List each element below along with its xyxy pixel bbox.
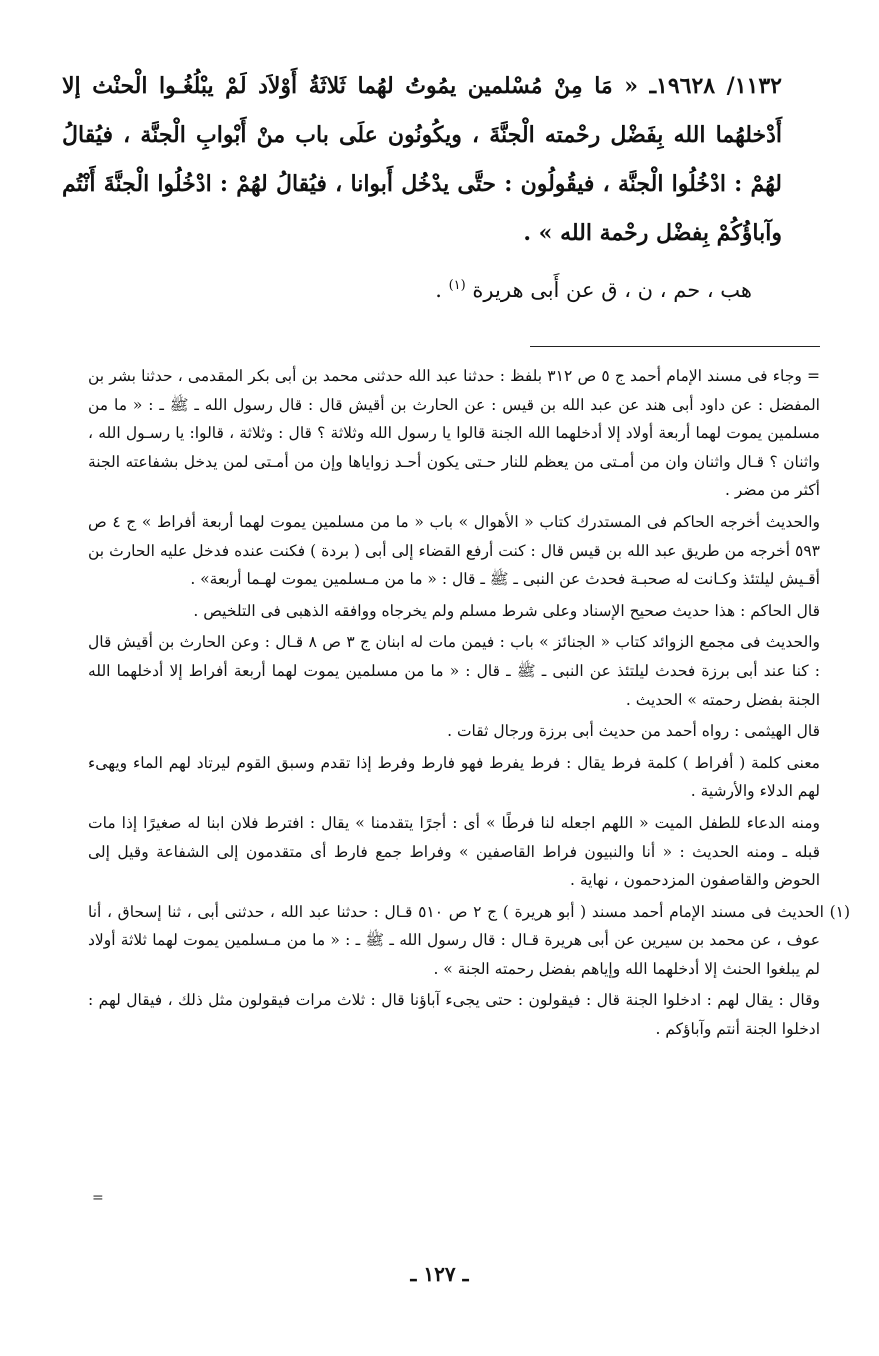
- hadith-block: [62, 62, 782, 315]
- footnote-continued: وقال : يقال لهم : ادخلوا الجنة قال : فيقولون : حتى يجىء آباؤنا قال : ثلاث مرات فيقولون مثل ذلك ، فيقال لهم : ادخلوا الجنة أنتم وآباؤكم .: [88, 991, 820, 1039]
- note-paragraph: قال الحاكم : هذا حديث صحيح الإسناد وعلى شرط مسلم ولم يخرجاه ووافقه الذهبى فى التلخيص .: [193, 601, 820, 620]
- footnote-paragraph: [88, 898, 851, 984]
- page-number: ـ ١٢٧ ـ: [410, 1262, 469, 1286]
- note-paragraph: قال الهيثمى : رواه أحمد من حديث أبى برزة ورجال ثقات .: [447, 722, 820, 741]
- hadith-text: ١١٣٢/ ١٩٦٢٨ـ « مَا مِنْ مُسْلمين يمُوتُ لهُما ثَلاثَةُ أَوْلاَد لَمْ يبْلُغُـوا الْحنْث إلا أَدْخلهُما الله بِفَضْل رحْمته الْجنَّةَ ، ويكُونُون علَى باب منْ أَبْوابِ الْجنَّة ، فيُقالُ لهُمْ : ادْخُلُوا الْجنَّة ، فيقُولُون : حتَّى يدْخُل أَبوانا ، فيُقالُ لهُمْ : ادْخُلُوا الْجنَّةَ أَنْتُم وآباؤُكُمْ بِفضْل رحْمة الله » .: [62, 73, 782, 246]
- notes-block: [88, 362, 851, 1047]
- note-paragraph: والحديث أخرجه الحاكم فى المستدرك كتاب « الأهوال » باب « ما من مسلمين يموت لهما أربعة أفراط » ج ٤ ص ٥٩٣ أخرجه من طريق عبد الله بن قيس قال : كنت أرفع القضاء إلى أبى ( بردة ) فكنت عنده فدخل عليه الحارث بن أقـيش ليلتئذ وكـانت له صحبـة فحدث عن النبى ـ ﷺ ـ قال : « ما من مـسلمين يموت لهـما أربعة» .: [88, 512, 820, 589]
- note-paragraph: = وجاء فى مسند الإمام أحمد ج ٥ ص ٣١٢ بلفظ : حدثنا عبد الله حدثنى محمد بن أبى بكر المقدمى ، حدثنا بشر بن المفضل : عن داود أبى هند عن عبد الله بن قيس : عن الحارث بن أقيش قال : قال رسول الله ـ ﷺ ـ : « ما من مسلمين يموت لهما أربعة أولاد إلا أدخلهما الله الجنة قالوا يا رسول الله وثلاثة ؟ قال : وثلاثة ، قالوا: يا رسـول الله ، واثنان ؟ قـال واثنان وان من أمـتى من يعظم للنار حـتى يكون أحـد زواياها وإن من أمـتى لمن يدخل بشفاعته الجنة أكثر من مضر .: [88, 367, 820, 500]
- footnote-number: (١): [829, 902, 851, 921]
- footnote-text: الحديث فى مسند الإمام أحمد مسند ( أبو هريرة ) ج ٢ ص ٥١٠ قـال : حدثنا عبد الله ، حدثنى أبى ، ثنا إسحاق ، أنا عوف ، عن محمد بن سيرين عن أبى هريرة قـال : قال رسول الله ـ ﷺ ـ : « ما من مـسلمين يموت لهما ثلاثة أولاد لم يبلغوا الحنث إلا أدخلهما الله وإياهم بفضل رحمته الجنة » .: [88, 902, 824, 978]
- continuation-marker: =: [92, 1190, 104, 1206]
- hadith-source-end: .: [435, 278, 442, 302]
- note-paragraph: ومنه الدعاء للطفل الميت « اللهم اجعله لنا فرطًا » أى : أجرًا يتقدمنا » يقال : افترط فلان ابنا له صغيرًا إذا مات قبله ـ ومنه الحديث : « أنا والنبيون فراط القاصفين » وفراط جمع فارط أى متقدمون إلى الشفاعة وقيل إلى الحوض والقاصفون المزدحمون ، نهاية .: [88, 813, 820, 890]
- note-paragraph: والحديث فى مجمع الزوائد كتاب « الجنائز » باب : فيمن مات له ابنان ج ٣ ص ٨ قـال : وعن الحارث بن أقيش قال : كنا عند أبى برزة فحدث ليلتئذ عن النبى ـ ﷺ ـ قال : « ما من مسلمين يموت لهما أربعة أفراط إلا أدخلهما الله الجنة بفضل رحمته » الحديث .: [88, 633, 820, 709]
- footnote-reference: (١): [448, 278, 466, 293]
- footnote-separator: [530, 346, 820, 347]
- note-paragraph: معنى كلمة ( أفراط ) كلمة فرط يقال : فرط يفرط فهو فارط وفرط إذا تقدم وسبق القوم ليرتاد لهم الماء ويهىء لهم الدلاء والأرشية .: [88, 753, 820, 801]
- hadith-source-line: [62, 266, 782, 315]
- hadith-source: هب ، حم ، ن ، ق عن أَبى هريرة: [472, 278, 752, 302]
